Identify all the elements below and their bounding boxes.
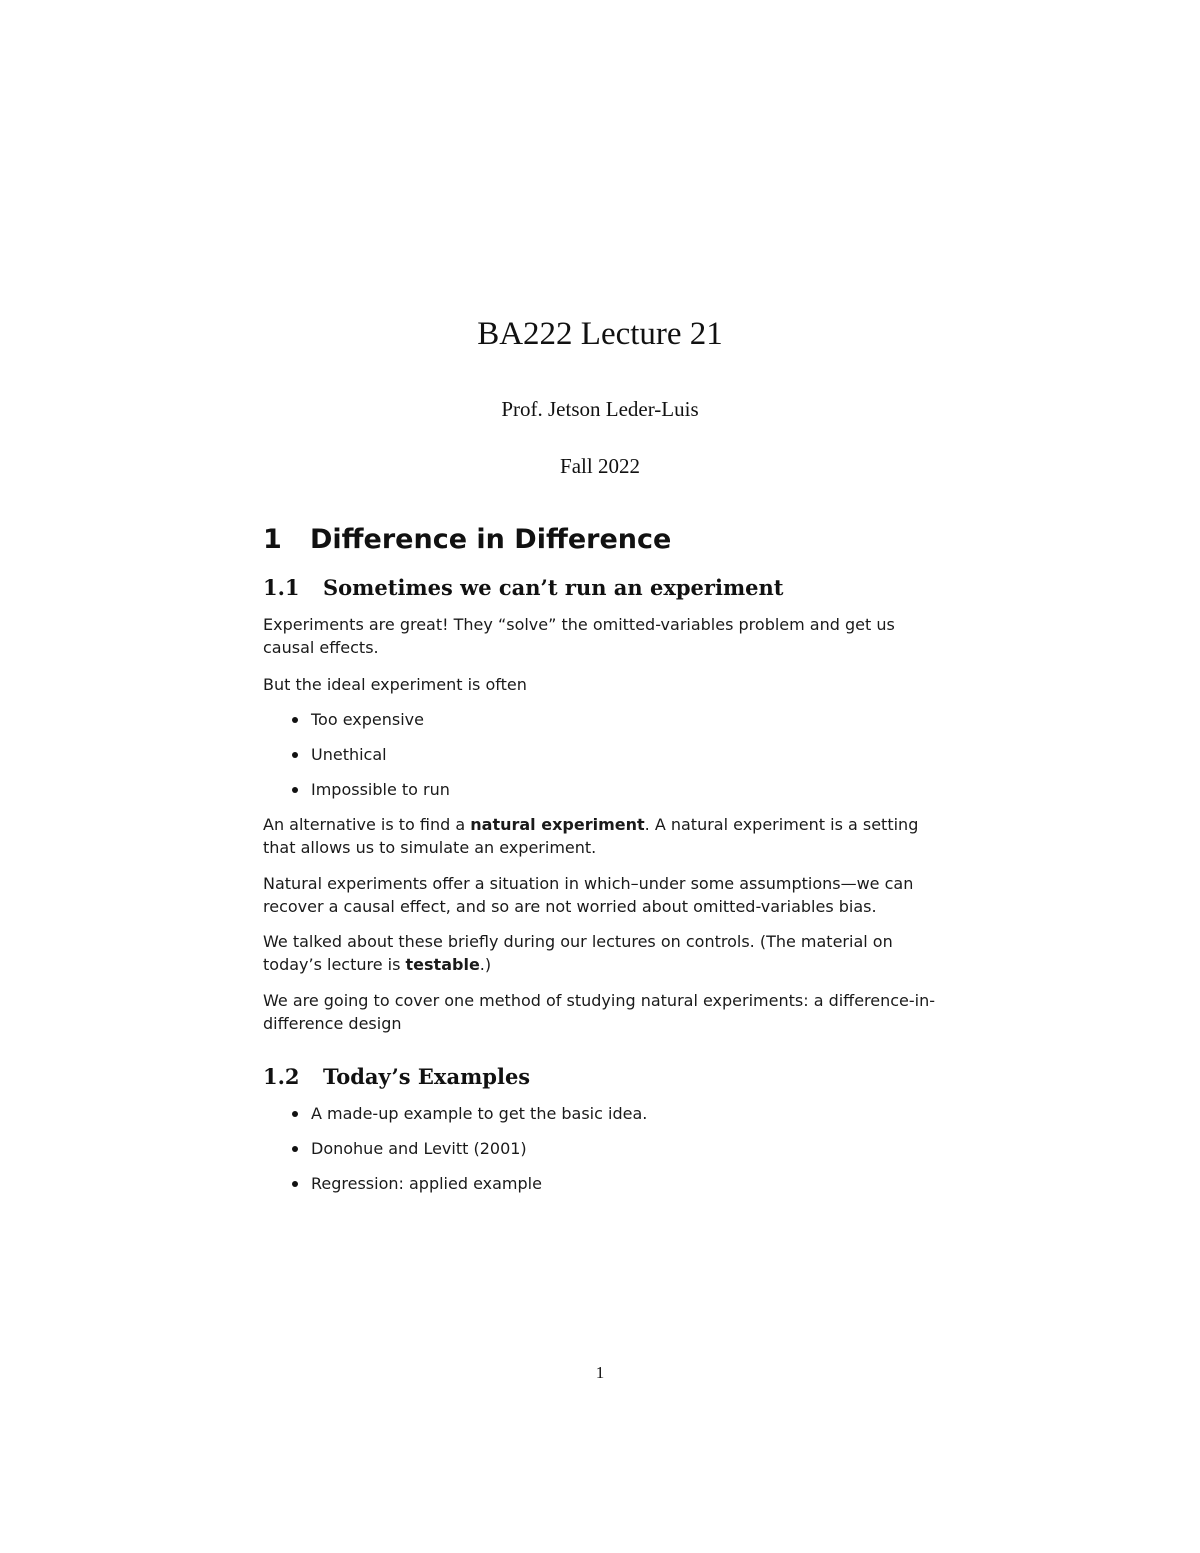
list-item-text: Too expensive bbox=[311, 710, 424, 729]
list-item bbox=[290, 778, 930, 813]
subsection-number: 1.1 bbox=[263, 575, 300, 600]
bullet-icon bbox=[292, 1111, 298, 1117]
bold-term: testable bbox=[405, 955, 480, 974]
list-item-text: A made-up example to get the basic idea. bbox=[311, 1104, 648, 1123]
paragraph-text: An alternative is to find a bbox=[263, 815, 471, 834]
section-number: 1 bbox=[263, 524, 282, 555]
bullet-icon bbox=[292, 787, 298, 793]
bullet-icon bbox=[292, 717, 298, 723]
document-author: Prof. Jetson Leder-Luis bbox=[501, 397, 699, 421]
bullet-list bbox=[290, 1102, 930, 1207]
paragraph: Natural experiments offer a situation in which–under some assumptions—we can recover a causal effect, and so are not worried about omitted-variables bias. bbox=[263, 874, 914, 916]
bullet-list bbox=[290, 708, 930, 813]
paragraph-text: .) bbox=[479, 955, 492, 974]
paragraph bbox=[263, 930, 938, 976]
paragraph-text: We talked about these briefly during our lectures on controls. (The material on today’s lecture is bbox=[263, 932, 893, 974]
section-heading bbox=[263, 522, 671, 558]
page-number: 1 bbox=[595, 1363, 605, 1382]
list-item-text: Donohue and Levitt (2001) bbox=[311, 1139, 527, 1158]
document-title: BA222 Lecture 21 bbox=[477, 316, 723, 352]
subsection-number: 1.2 bbox=[263, 1064, 300, 1089]
bullet-icon bbox=[292, 1146, 298, 1152]
bold-term: natural experiment bbox=[470, 815, 645, 834]
paragraph: Experiments are great! They “solve” the omitted-variables problem and get us causal effects. bbox=[263, 615, 895, 657]
bullet-icon bbox=[292, 752, 298, 758]
bullet-icon bbox=[292, 1181, 298, 1187]
list-item bbox=[290, 743, 930, 778]
subsection-title: Sometimes we can’t run an experiment bbox=[323, 575, 784, 600]
list-item bbox=[290, 708, 930, 743]
subsection-heading bbox=[263, 573, 784, 603]
paragraph bbox=[263, 813, 938, 859]
list-item-text: Impossible to run bbox=[311, 780, 450, 799]
list-item-text: Unethical bbox=[311, 745, 387, 764]
list-item-text: Regression: applied example bbox=[311, 1174, 542, 1193]
paragraph: But the ideal experiment is often bbox=[263, 675, 527, 694]
paragraph: We are going to cover one method of studying natural experiments: a difference-in-difference design bbox=[263, 991, 936, 1033]
list-item bbox=[290, 1102, 930, 1137]
list-item bbox=[290, 1137, 930, 1172]
subsection-title: Today’s Examples bbox=[323, 1064, 531, 1089]
document-date: Fall 2022 bbox=[560, 454, 640, 478]
section-title: Difference in Difference bbox=[310, 524, 672, 555]
paragraph-text: . A natural experiment is a setting that allows us to simulate an experiment. bbox=[263, 815, 919, 857]
subsection-heading bbox=[263, 1062, 530, 1092]
list-item bbox=[290, 1172, 930, 1207]
